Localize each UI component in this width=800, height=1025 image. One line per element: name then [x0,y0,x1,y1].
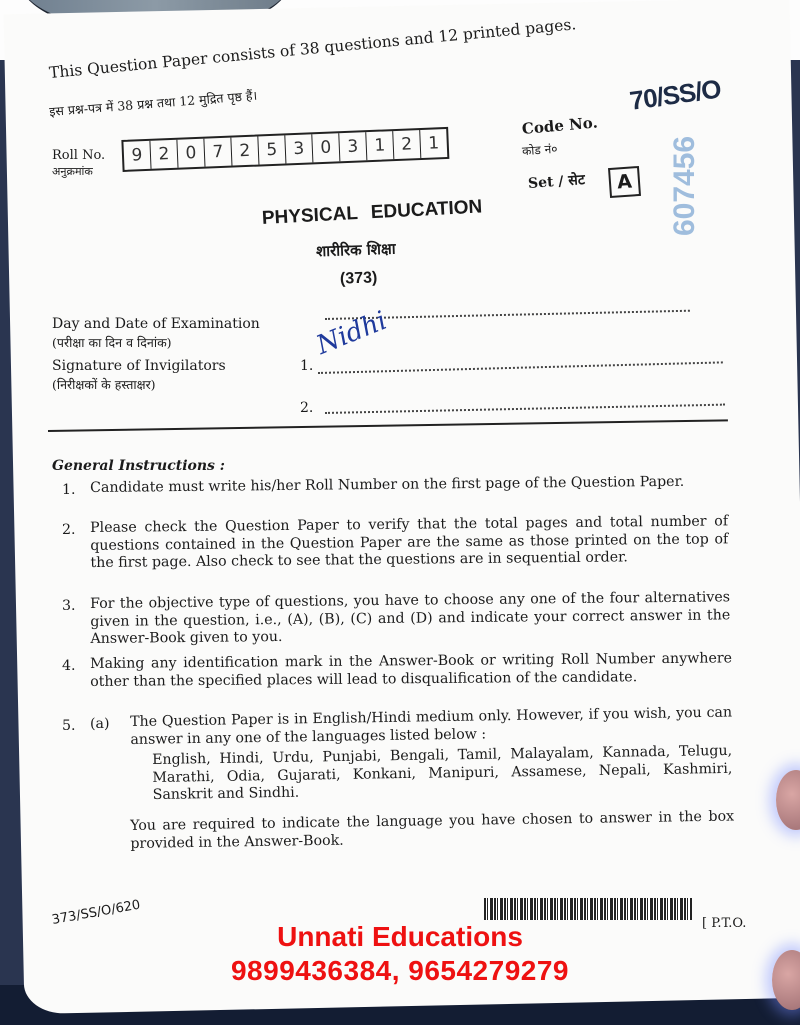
pto-label: [ P.T.O. [702,916,747,931]
instruction-item: Candidate must write his/her Roll Number on the first page of the Question Paper. [90,473,685,496]
roll-digit: 2 [393,130,421,159]
watermark-phone: 9899436384, 9654279279 [230,955,569,986]
instruction-item: The Question Paper is in English/Hindi medium only. However, if you wish, you can answer in any one of the languages listed below : [130,704,733,748]
invigilator-label-en: Signature of Invigilators [52,358,226,374]
set-label: Set / सेट [527,172,586,192]
language-note: You are required to indicate the language you have chosen to answer in the box provided in the Answer-Book. [130,808,735,852]
watermark [0,920,800,988]
code-label-hi: कोड नं० [521,141,558,159]
roll-digit: 3 [285,134,313,163]
instruction-item: Please check the Question Paper to verify that the total pages and total number of questions contained in the Question Paper are the same as those printed on the top of the first page. Also check to see that the questions are in sequential order. [90,513,729,571]
serial-number-stamp: 607456 [668,135,701,236]
paper-summary-en: This Question Paper consists of 38 questions and 12 printed pages. [48,15,577,82]
instruction-number: 2. [62,522,76,538]
barcode [484,898,692,920]
exam-date-label-hi: (परीक्षा का दिन व दिनांक) [52,335,172,350]
instruction-item: For the objective type of questions, you have to choose any one of the four alternatives given in the question, i.e., (A), (B), (C) and (D) and indicate your correct answer in the Answer-Book given to you. [90,589,731,647]
instruction-number: 4. [62,658,76,674]
roll-digit: 2 [150,140,178,169]
roll-digit: 9 [123,141,151,170]
roll-number-boxes [121,127,449,172]
language-list: English, Hindi, Urdu, Punjabi, Bengali, Tamil, Malayalam, Kannada, Telugu, Marathi, Odia, Gujarati, Konkani, Manipuri, Assamese, Nepali, Kashmiri, Sanskrit and Sindhi. [152,742,733,803]
subject-title-hi: शारीरिक शिक्षा [315,239,396,261]
instruction-sub-number: (a) [90,716,110,732]
roll-digit: 7 [204,138,232,167]
invigilator-label-hi: (निरीक्षकों के हस्ताक्षर) [52,377,156,392]
roll-digit: 2 [231,137,259,166]
instruction-item: Making any identification mark in the Answer-Book or writing Roll Number anywhere other than the specified places will lead to disqualification of the candidate. [90,650,733,690]
roll-digit: 0 [177,139,205,168]
invigilator-signature: Nidhi [312,305,392,361]
subject-title-en: PHYSICAL EDUCATION [261,196,483,229]
section-divider [48,419,728,432]
instruction-number: 1. [62,482,76,498]
signature-1-number: 1. [300,358,314,374]
code-label-en: Code No. [521,113,599,138]
instruction-number: 5. [62,718,76,734]
set-value-box: A [608,166,641,198]
watermark-name: Unnati Educations [277,921,523,952]
roll-label-en: Roll No. [52,148,106,163]
roll-digit: 5 [258,135,286,164]
signature-2-number: 2. [300,400,314,416]
exam-date-label-en: Day and Date of Examination [52,316,260,332]
subject-code: (373) [339,269,378,288]
roll-digit: 3 [339,132,367,161]
roll-label [52,148,105,180]
paper-code-footer: 373/SS/O/620 [50,897,142,928]
roll-label-hi: अनुक्रमांक [52,165,93,178]
roll-digit: 1 [427,133,440,154]
instructions-title: General Instructions : [52,458,225,474]
signature-2-field [325,404,725,414]
roll-digit: 0 [312,133,340,162]
code-number-value: 70/SS/O [627,73,723,116]
paper-summary-hi: इस प्रश्न-पत्र में 38 प्रश्न तथा 12 मुद्रित पृष्ठ हैं। [48,87,258,120]
signature-1-field [318,361,723,374]
roll-digit: 1 [366,131,394,160]
instruction-number: 3. [62,598,76,614]
